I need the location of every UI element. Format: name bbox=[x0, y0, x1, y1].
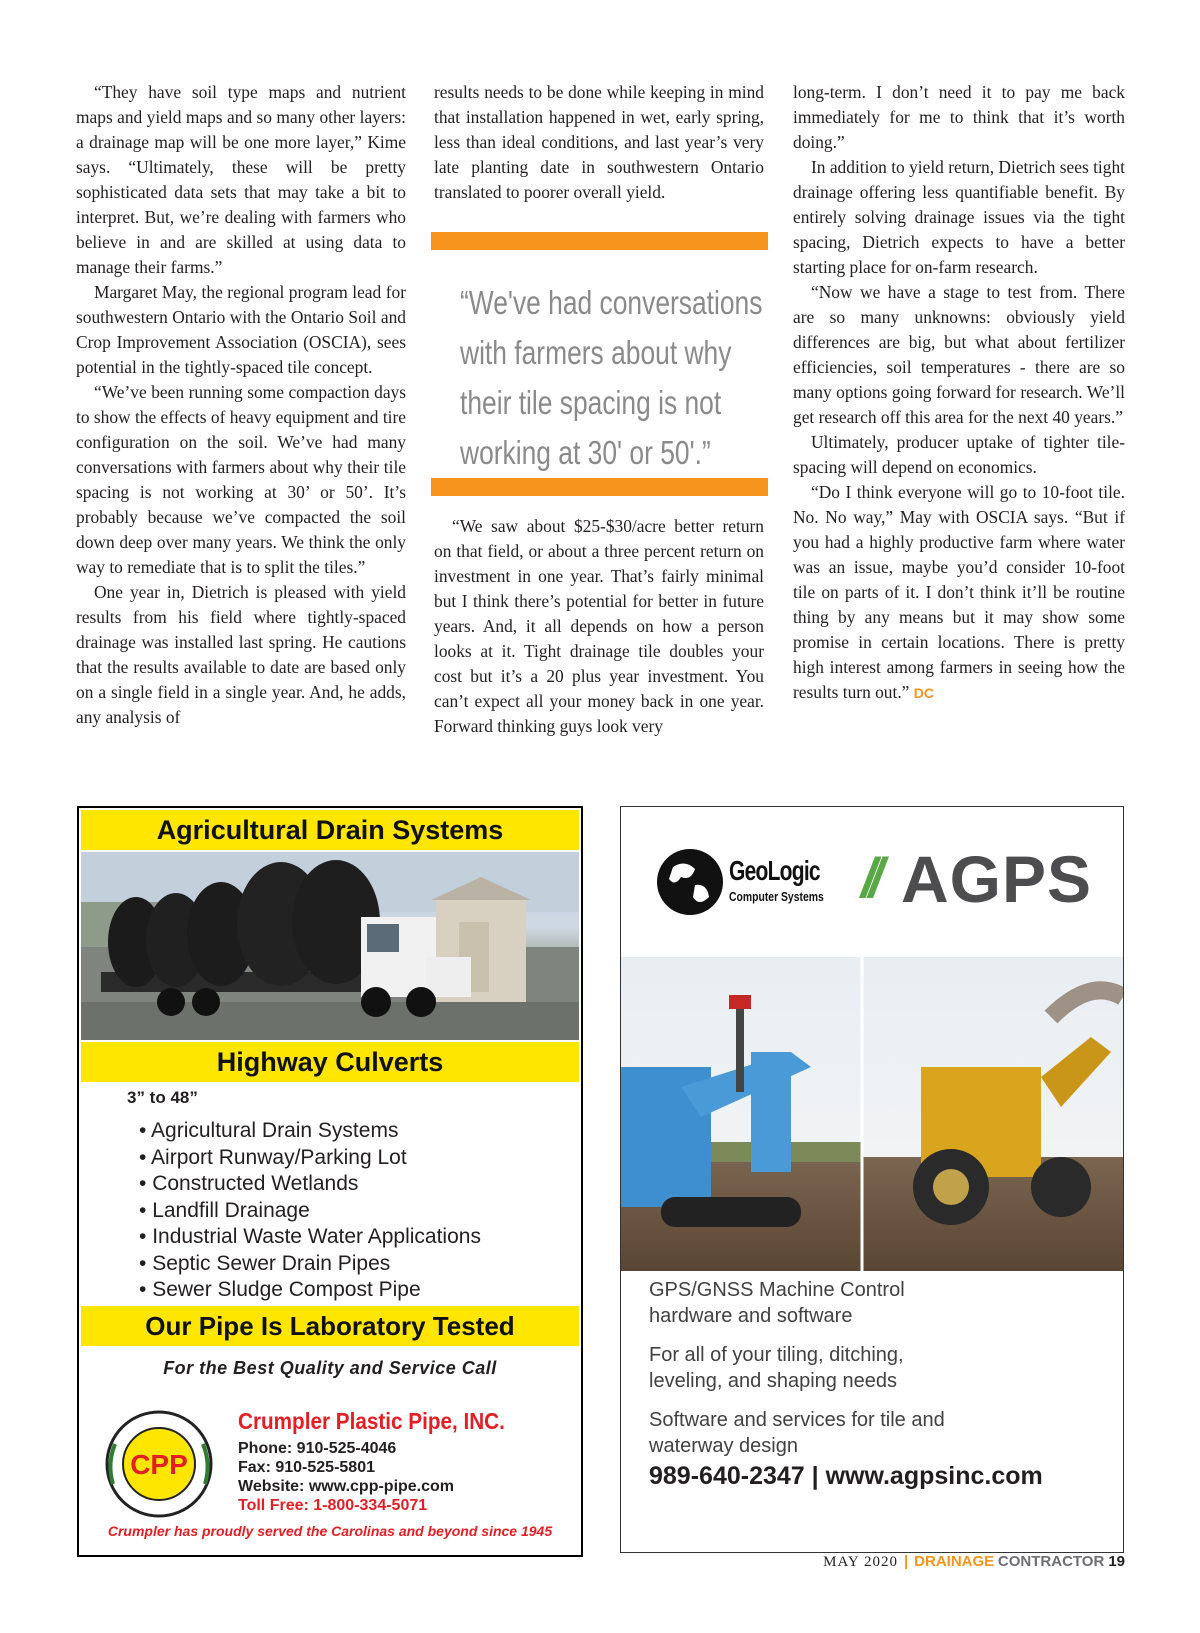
agps-feature-1: GPS/GNSS Machine Control hardware and software bbox=[649, 1279, 905, 1327]
page-footer bbox=[823, 1553, 1125, 1571]
magazine-name-part1: DRAINAGE bbox=[914, 1553, 995, 1570]
paragraph bbox=[793, 480, 1125, 706]
cpp-logo-icon bbox=[99, 1404, 219, 1524]
agps-contact[interactable]: 989-640-2347 | www.agpsinc.com bbox=[649, 1462, 1043, 1490]
paragraph: “We’ve been running some compaction days to show the effects of heavy equipment and tire configuration on the soil. We’ve had many conversations with farmers about why their tile spacing is not working at 30’ or 50’. It’s probably because we’ve compacted the soil down deep over many years. We think the only way to remediate that is to split the tiles.” bbox=[76, 382, 406, 577]
truck-photo bbox=[81, 852, 579, 1040]
company-name: Crumpler Plastic Pipe, INC. bbox=[238, 1408, 505, 1434]
issue-date: MAY 2020 bbox=[823, 1554, 898, 1570]
separator: | bbox=[903, 1553, 909, 1570]
magazine-name-part2: CONTRACTOR bbox=[997, 1553, 1105, 1570]
website-link[interactable]: Website: www.cpp-pipe.com bbox=[238, 1478, 455, 1495]
geologic-subtitle: Computer Systems bbox=[729, 889, 824, 904]
paragraph: Ultimately, producer uptake of tighter tile-spacing will depend on economics. bbox=[793, 432, 1125, 477]
list-item: • Sewer Sludge Compost Pipe bbox=[139, 1277, 481, 1304]
phone[interactable]: Phone: 910-525-4046 bbox=[238, 1440, 397, 1457]
machine-photo bbox=[621, 957, 1123, 1271]
toll-free[interactable]: Toll Free: 1-800-334-5071 bbox=[238, 1497, 428, 1514]
svg-text:CPP: CPP bbox=[130, 1449, 188, 1480]
ad-heading: Agricultural Drain Systems bbox=[81, 810, 579, 850]
list-item: • Septic Sewer Drain Pipes bbox=[139, 1251, 481, 1278]
agps-feature-2: For all of your tiling, ditching, leveling, and shaping needs bbox=[649, 1344, 904, 1392]
paragraph: One year in, Dietrich is pleased with yield results from his field where tightly-spaced drainage was installed last spring. He cautions that the results available to date are based only on a single field in a single year. And, he adds, any analysis of bbox=[76, 582, 406, 727]
ad-crumpler-plastic-pipe[interactable] bbox=[77, 806, 583, 1557]
call-to-action: For the Best Quality and Service Call bbox=[163, 1358, 497, 1378]
machinery-illustration bbox=[621, 957, 1123, 1271]
page-number: 19 bbox=[1108, 1553, 1125, 1570]
fax: Fax: 910-525-5801 bbox=[238, 1459, 375, 1476]
list-item: • Industrial Waste Water Applications bbox=[139, 1224, 481, 1251]
pull-quote: “We've had conversations with farmers about why their tile spacing is not working at 30' or 50'.” bbox=[460, 284, 763, 471]
ad-footer: Crumpler has proudly served the Carolinas and beyond since 1945 bbox=[107, 1523, 553, 1539]
agps-logo: AGPS bbox=[901, 842, 1093, 916]
list-item: • Constructed Wetlands bbox=[139, 1171, 481, 1198]
paragraph: Margaret May, the regional program lead for southwestern Ontario with the Ontario Soil and Crop Improvement Association (OSCIA), sees potential in the tightly-spaced tile concept. bbox=[76, 282, 406, 377]
agps-feature-3: Software and services for tile and waterway design bbox=[649, 1409, 945, 1457]
end-mark: DC bbox=[913, 685, 934, 701]
paragraph: long-term. I don’t need it to pay me back immediately for me to think that it’s worth doing.” bbox=[793, 82, 1125, 152]
article-column-1 bbox=[76, 80, 406, 730]
pull-quote-bottom-bar bbox=[431, 478, 768, 496]
paragraph: “We saw about $25-$30/acre better return on that field, or about a three percent return on investment in one year. That’s fairly minimal but I think there’s potential for better in future years. And, it all depends on how a person looks at it. Tight drainage tile doubles your cost but it’s a 20 plus year investment. You can’t expect all your money back in one year. Forward thinking guys look very bbox=[434, 516, 764, 736]
paragraph: “Now we have a stage to test from. There are so many unknowns: obviously yield differences are big, but what about fertilizer efficiencies, soil temperatures - there are so many options going forward for research. We’ll get research off this area for the next 40 years.” bbox=[793, 282, 1125, 427]
paragraph-text: “Do I think everyone will go to 10-foot tile. No. No way,” May with OSCIA says. “But if you had a highly productive farm where water was an issue, maybe you’d consider 10-foot tile on parts of it. I don’t think it’ll be routine thing by any means but it may show some promise in certain locations. There is pretty high interest among farmers in seeing how the results turn out.” bbox=[793, 482, 1125, 702]
size-range: 3” to 48” bbox=[127, 1088, 198, 1107]
ad-heading: Our Pipe Is Laboratory Tested bbox=[81, 1306, 579, 1346]
list-item: • Airport Runway/Parking Lot bbox=[139, 1145, 481, 1172]
ad-heading: Highway Culverts bbox=[81, 1042, 579, 1082]
pull-quote-top-bar bbox=[431, 232, 768, 250]
article-column-3 bbox=[793, 80, 1125, 706]
geologic-title: GeoLogic bbox=[729, 855, 820, 886]
truck-illustration bbox=[81, 852, 579, 1040]
product-list bbox=[139, 1118, 481, 1304]
article-column-2-continued bbox=[434, 514, 764, 739]
agps-slashes: // bbox=[861, 846, 877, 909]
list-item: • Agricultural Drain Systems bbox=[139, 1118, 481, 1145]
paragraph: “They have soil type maps and nutrient maps and yield maps and so many other layers: a drainage map will be one more layer,” Kime says. “Ultimately, these will be pretty sophisticated data sets that may take a bit to interpret. But, we’re dealing with farmers who believe in and are skilled at using data to manage their farms.” bbox=[76, 82, 406, 277]
ad-agps[interactable] bbox=[620, 806, 1124, 1553]
paragraph: In addition to yield return, Dietrich sees tight drainage offering less quantifiable benefit. By entirely solving drainage issues via the tight spacing, Dietrich expects to have a better starting place for on-farm research. bbox=[793, 157, 1125, 277]
paragraph: results needs to be done while keeping in mind that installation happened in wet, early spring, less than ideal conditions, and last year’s very late planting date in southwestern Ontario translated to poorer overall yield. bbox=[434, 82, 764, 202]
article-column-2 bbox=[434, 80, 764, 205]
list-item: • Landfill Drainage bbox=[139, 1198, 481, 1225]
